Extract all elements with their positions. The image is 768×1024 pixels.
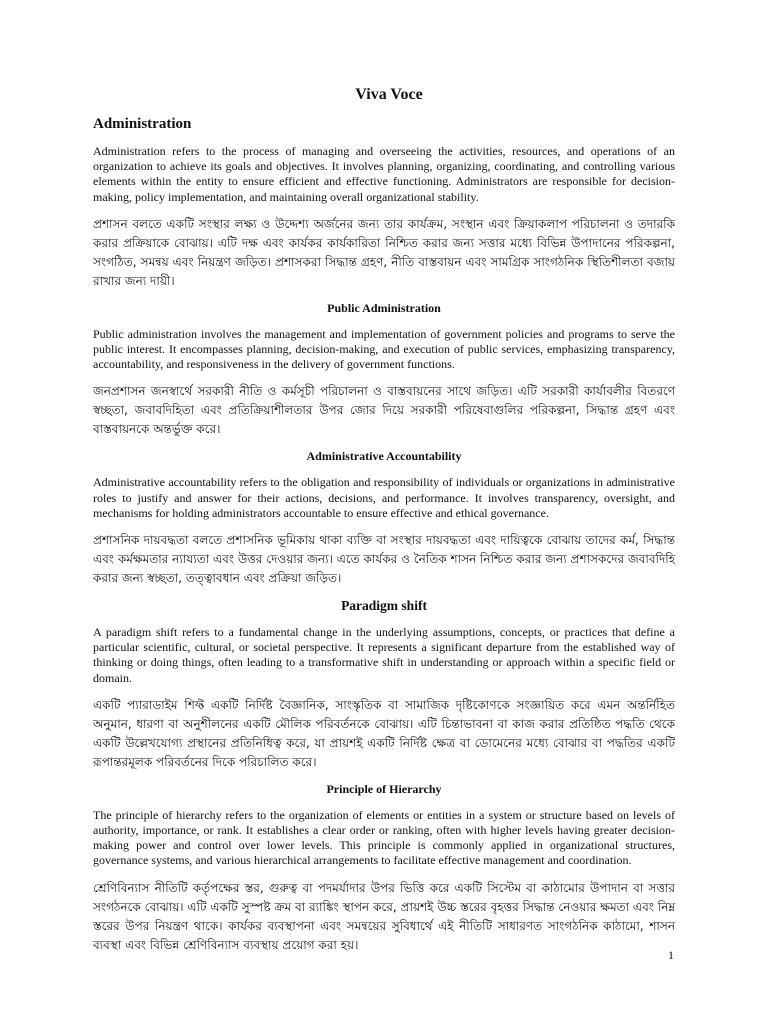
page-content [93,86,675,965]
section-heading-principle-of-hierarchy: Principle of Hierarchy [326,781,442,796]
paragraph-paradigm-shift-en: A paradigm shift refers to a fundamental change in the underlying assumptions, concepts, or practices that define a particular scientific, cultural, or societal perspective. It represents a significant departure from the established way of thinking or doing things, often leading to a transformative shift in understanding or approach within a specific field or domain. [93,625,675,685]
paragraph-administration-bn: প্রশাসন বলতে একটি সংস্থার লক্ষ্য ও উদ্দেশ্য অর্জনের জন্য তার কার্যক্রম, সংস্থান এবং ক্রিয়াকলাপ পরিচালনা ও তদারকি করার প্রক্রিয়াকে বোঝায়। এটি দক্ষ এবং কার্যকর কার্যকারিতা নিশ্চিত করার জন্য সত্তার মধ্যে বিভিন্ন উপাদানের পরিকল্পনা, সংগঠিত, সমন্বয় এবং নিয়ন্ত্রণ জড়িত। প্রশাসকরা সিদ্ধান্ত গ্রহণ, নীতি বাস্তবায়ন এবং সামগ্রিক সাংগঠনিক স্থিতিশীলতা বজায় রাখার জন্য দায়ী। [93,216,675,288]
paragraph-public-administration-bn: জনপ্রশাসন জনস্বার্থে সরকারী নীতি ও কর্মসূচী পরিচালনা ও বাস্তবায়নের সাথে জড়িত। এটি সরকারী কার্যাবলীর বিতরণে স্বচ্ছতা, জবাবদিহিতা এবং প্রতিক্রিয়াশীলতার উপর জোর দিয়ে সরকারী পরিষেবাগুলির পরিকল্পনা, সিদ্ধান্ত গ্রহণ এবং বাস্তবায়নকে অন্তর্ভুক্ত করে। [93,384,675,437]
paragraph-hierarchy-bn: শ্রেণিবিন্যাস নীতিটি কর্তৃপক্ষের স্তর, গুরুত্ব বা পদমর্যাদার উপর ভিত্তি করে একটি সিস্টেম বা কাঠামোর উপাদান বা সত্তার সংগঠনকে বোঝায়। এটি একটি সুস্পষ্ট ক্রম বা র‍্যাঙ্কিং স্থাপন করে, প্রায়শই উচ্চ স্তরের বৃহত্তর সিদ্ধান্ত নেওয়ার ক্ষমতা এবং নিম্ন স্তরের উপর নিয়ন্ত্রণ থাকে। কার্যকর ব্যবস্থাপনা এবং সমন্বয়ের সুবিধার্থে এই নীতিটি সাধারণত সাংগঠনিক কাঠামো, শাসন ব্যবস্থা এবং বিভিন্ন শ্রেণিবিন্যাস ব্যবস্থায় প্রয়োগ করা হয়। [93,880,675,952]
section-heading-public-administration: Public Administration [327,300,441,315]
section-heading-paradigm-shift: Paradigm shift [341,598,427,614]
paragraph-public-administration-en: Public administration involves the management and implementation of government policies and programs to serve the public interest. It encompasses planning, decision-making, and execution of public services, emphasizing transparency, accountability, and responsiveness in the delivery of government functions. [93,326,675,372]
paragraph-hierarchy-en: The principle of hierarchy refers to the organization of elements or entities in a system or structure based on levels of authority, importance, or rank. It establishes a clear order or ranking, often with higher levels having greater decision-making power and control over lower levels. This principle is commonly applied in organizational structures, governance systems, and various hierarchical arrangements to facilitate effective management and coordination. [93,807,675,868]
document-title: Viva Voce [355,86,423,103]
paragraph-administration-en: Administration refers to the process of managing and overseeing the activities, resources, and operations of an organization to achieve its goals and objectives. It involves planning, organizing, coordinating, and controlling various elements within the entity to ensure efficient and effective functioning. Administrators are responsible for decision-making, policy implementation, and maintaining overall organizational stability. [93,144,675,204]
section-heading-administration: Administration [93,116,192,132]
page-number: 1 [668,948,674,962]
section-heading-administrative-accountability: Administrative Accountability [306,449,462,464]
paragraph-paradigm-shift-bn: একটি প্যারাডাইম শিফ্ট একটি নির্দিষ্ট বৈজ্ঞানিক, সাংস্কৃতিক বা সামাজিক দৃষ্টিকোণকে সংজ্ঞায়িত করে এমন অন্তর্নিহিত অনুমান, ধারণা বা অনুশীলনের একটি মৌলিক পরিবর্তনকে বোঝায়। এটি চিন্তাভাবনা বা কাজ করার প্রতিষ্ঠিত পদ্ধতি থেকে একটি উল্লেখযোগ্য প্রস্থানের প্রতিনিধিত্ব করে, যা প্রায়শই একটি নির্দিষ্ট ক্ষেত্র বা ডোমেনের মধ্যে বোঝার বা পদ্ধতির একটি রূপান্তরমূলক পরিবর্তনের দিকে পরিচালিত করে। [93,697,675,769]
paragraph-accountability-en: Administrative accountability refers to the obligation and responsibility of individuals or organizations in administrative roles to justify and answer for their actions, decisions, and performance. It involves transparency, oversight, and mechanisms for holding administrators accountable to ensure effective and ethical governance. [93,475,675,520]
paragraph-accountability-bn: প্রশাসনিক দায়বদ্ধতা বলতে প্রশাসনিক ভূমিকায় থাকা ব্যক্তি বা সংস্থার দায়বদ্ধতা এবং দায়িত্বকে বোঝায় তাদের কর্ম, সিদ্ধান্ত এবং কর্মক্ষমতার ন্যায্যতা এবং উত্তর দেওয়ার জন্য। এতে কার্যকর ও নৈতিক শাসন নিশ্চিত করার জন্য প্রশাসকদের জবাবদিহি করার জন্য স্বচ্ছতা, তত্ত্বাবধান এবং প্রক্রিয়া জড়িত। [93,533,675,586]
